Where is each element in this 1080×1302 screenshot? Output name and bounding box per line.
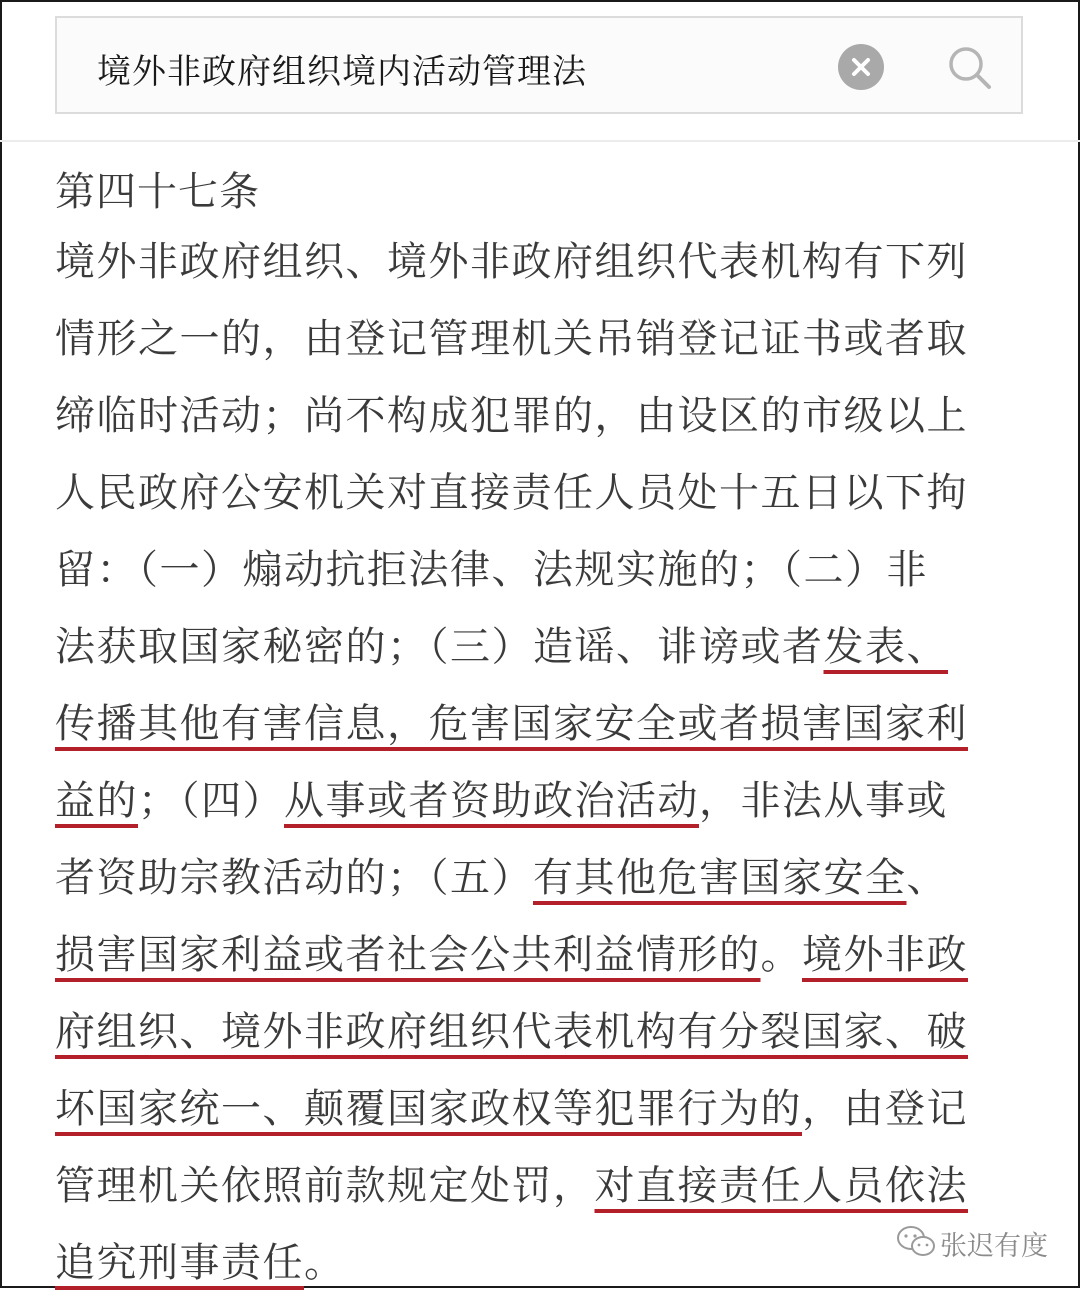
close-icon: [838, 44, 884, 90]
text-segment: 人民政府公安机关对直接责任人员处十五日以下拘: [55, 470, 968, 516]
text-segment: 管理机关依照前款规定处罚，: [55, 1163, 595, 1209]
article-line: [55, 1071, 1035, 1148]
watermark-text: 张迟有度: [940, 1231, 1048, 1262]
underlined-text: 有其他危害国家安全: [533, 855, 907, 901]
article-line: [55, 378, 1035, 455]
underlined-text: 损害国家利益或者社会公共利益情形的: [55, 932, 761, 978]
text-segment: 情形之一的，由登记管理机关吊销登记证书或者取: [55, 316, 968, 362]
clear-search-button[interactable]: [838, 44, 884, 90]
search-icon: [945, 43, 995, 93]
text-segment: 。: [760, 932, 802, 978]
underlined-text: 府组织、境外非政府组织代表机构有分裂国家、破: [55, 1009, 968, 1055]
search-bar[interactable]: [55, 16, 1023, 114]
text-segment: 缔临时活动；尚不构成犯罪的，由设区的市级以上: [55, 393, 968, 439]
article-title: 第四十七条: [55, 169, 260, 215]
header-divider: [0, 140, 1080, 142]
article-line: [55, 840, 1035, 917]
text-segment: 。: [304, 1240, 346, 1286]
article-line: [55, 455, 1035, 532]
article-text: [55, 224, 1035, 1302]
article-line: [55, 1225, 1035, 1302]
wechat-icon: [896, 1224, 936, 1260]
article-line: [55, 224, 1035, 301]
text-segment: 境外非政府组织、境外非政府组织代表机构有下列: [55, 239, 968, 285]
article-body: [55, 160, 1035, 1302]
underlined-text: 益的: [55, 778, 138, 824]
underlined-text: 境外非政: [802, 932, 968, 978]
article-line: [55, 686, 1035, 763]
text-segment: 者资助宗教活动的；（五）: [55, 855, 533, 901]
underlined-text: 对直接责任人员依法: [594, 1163, 968, 1209]
text-segment: 留：（一）煽动抗拒法律、法规实施的；（二）非: [55, 547, 928, 593]
text-segment: 、: [906, 855, 948, 901]
article-line: [55, 301, 1035, 378]
text-segment: ；（四）: [138, 778, 284, 824]
article-line: [55, 763, 1035, 840]
article-line: [55, 917, 1035, 994]
article-line: [55, 994, 1035, 1071]
search-input[interactable]: 境外非政府组织境内活动管理法: [97, 52, 587, 92]
article-line: [55, 1148, 1035, 1225]
underlined-text: 追究刑事责任: [55, 1240, 304, 1286]
article-line: [55, 609, 1035, 686]
search-button[interactable]: [945, 43, 995, 93]
text-segment: 法获取国家秘密的；（三）造谣、诽谤或者: [55, 624, 824, 670]
article-line: [55, 532, 1035, 609]
underlined-text: 传播其他有害信息，危害国家安全或者损害国家利: [55, 701, 968, 747]
underlined-text: 发表、: [823, 624, 948, 670]
text-segment: ，非法从事或: [699, 778, 948, 824]
underlined-text: 从事或者资助政治活动: [284, 778, 699, 824]
underlined-text: 坏国家统一、颠覆国家政权等犯罪行为的: [55, 1086, 802, 1132]
watermark: [896, 1222, 1056, 1262]
text-segment: ，由登记: [802, 1086, 968, 1132]
